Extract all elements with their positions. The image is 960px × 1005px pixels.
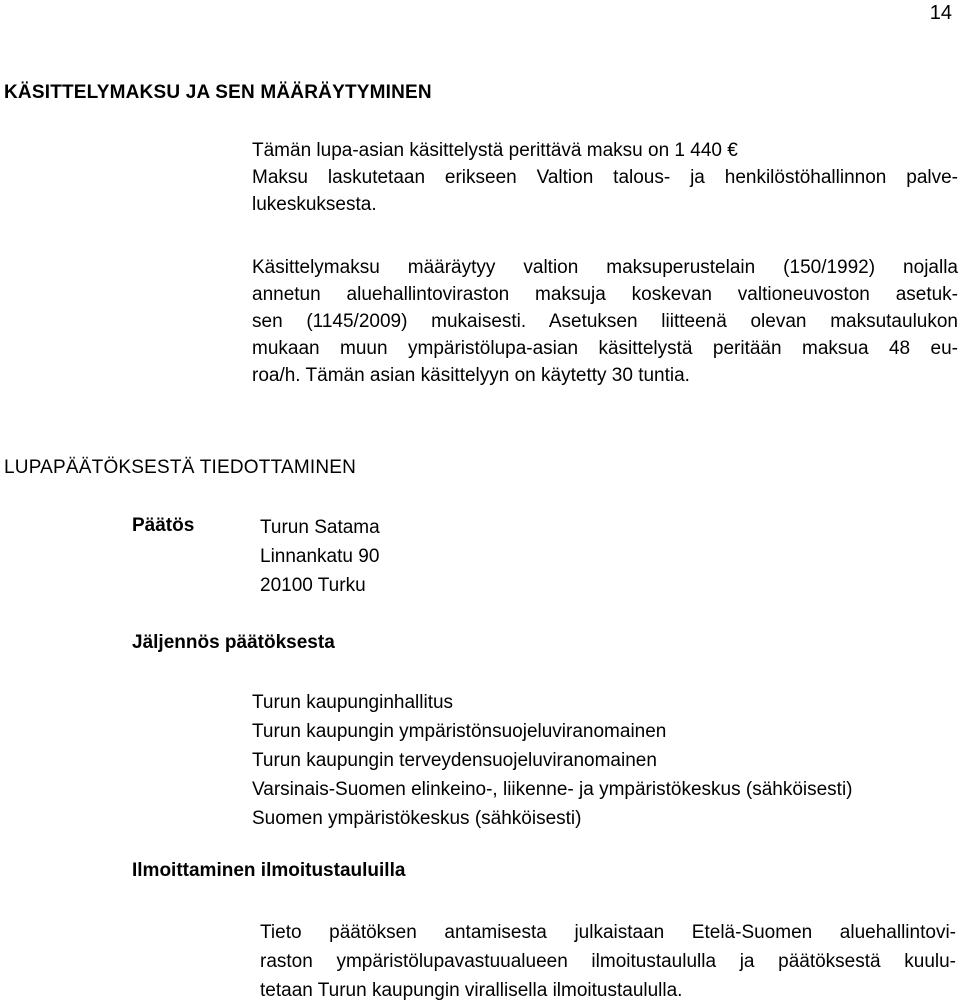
notice-section-heading: LUPAPÄÄTÖKSESTÄ TIEDOTTAMINEN <box>4 457 357 478</box>
recipient-city: 20100 Turku <box>260 575 366 596</box>
fee-p2-line-4: mukaan muun ympäristölupa-asian käsittelystä peritään maksua 48 eu- <box>252 338 958 359</box>
board-line-3: tetaan Turun kaupungin virallisella ilmoitustaululla. <box>260 980 683 1001</box>
list-item: Turun kaupungin terveydensuojeluviranomainen <box>252 750 657 771</box>
fee-p2-line-2: annetun aluehallintoviraston maksuja koskevan valtioneuvoston asetuk- <box>252 284 958 305</box>
page-number: 14 <box>929 2 952 24</box>
fee-paragraph-2 <box>252 254 958 389</box>
fee-p2-line-1: Käsittelymaksu määräytyy valtion maksuperustelain (150/1992) nojalla <box>252 257 958 278</box>
recipient-name: Turun Satama <box>260 517 380 538</box>
fee-p2-line-5: roa/h. Tämän asian käsittelyyn on käytetty 30 tuntia. <box>252 365 690 386</box>
fee-p1-line-1: Tämän lupa-asian käsittelystä perittävä maksu on 1 440 € <box>252 140 738 161</box>
list-item: Suomen ympäristökeskus (sähköisesti) <box>252 808 582 829</box>
board-notice-paragraph <box>260 918 956 1005</box>
board-label: Ilmoittaminen ilmoitustauluilla <box>132 860 406 881</box>
list-item: Varsinais-Suomen elinkeino-, liikenne- ja ympäristökeskus (sähköisesti) <box>252 779 853 800</box>
fee-p1-line-3: lukeskuksesta. <box>252 194 377 215</box>
copy-recipient-list <box>252 688 853 833</box>
fee-section-heading: KÄSITTELYMAKSU JA SEN MÄÄRÄYTYMINEN <box>4 82 432 103</box>
list-item: Turun kaupungin ympäristönsuojeluviranomainen <box>252 721 667 742</box>
copy-label: Jäljennös päätöksesta <box>132 632 335 653</box>
recipient-street: Linnankatu 90 <box>260 546 380 567</box>
fee-paragraph-1 <box>252 137 958 218</box>
decision-recipient <box>260 513 380 600</box>
list-item: Turun kaupunginhallitus <box>252 692 454 713</box>
board-line-1: Tieto päätöksen antamisesta julkaistaan Etelä-Suomen aluehallintovi- <box>260 922 956 943</box>
decision-label: Päätös <box>132 515 195 536</box>
fee-p2-line-3: sen (1145/2009) mukaisesti. Asetuksen liitteenä olevan maksutaulukon <box>252 311 958 332</box>
fee-p1-line-2: Maksu laskutetaan erikseen Valtion talous- ja henkilöstöhallinnon palve- <box>252 167 958 188</box>
board-line-2: raston ympäristölupavastuualueen ilmoitustaululla ja päätöksestä kuulu- <box>260 951 956 972</box>
